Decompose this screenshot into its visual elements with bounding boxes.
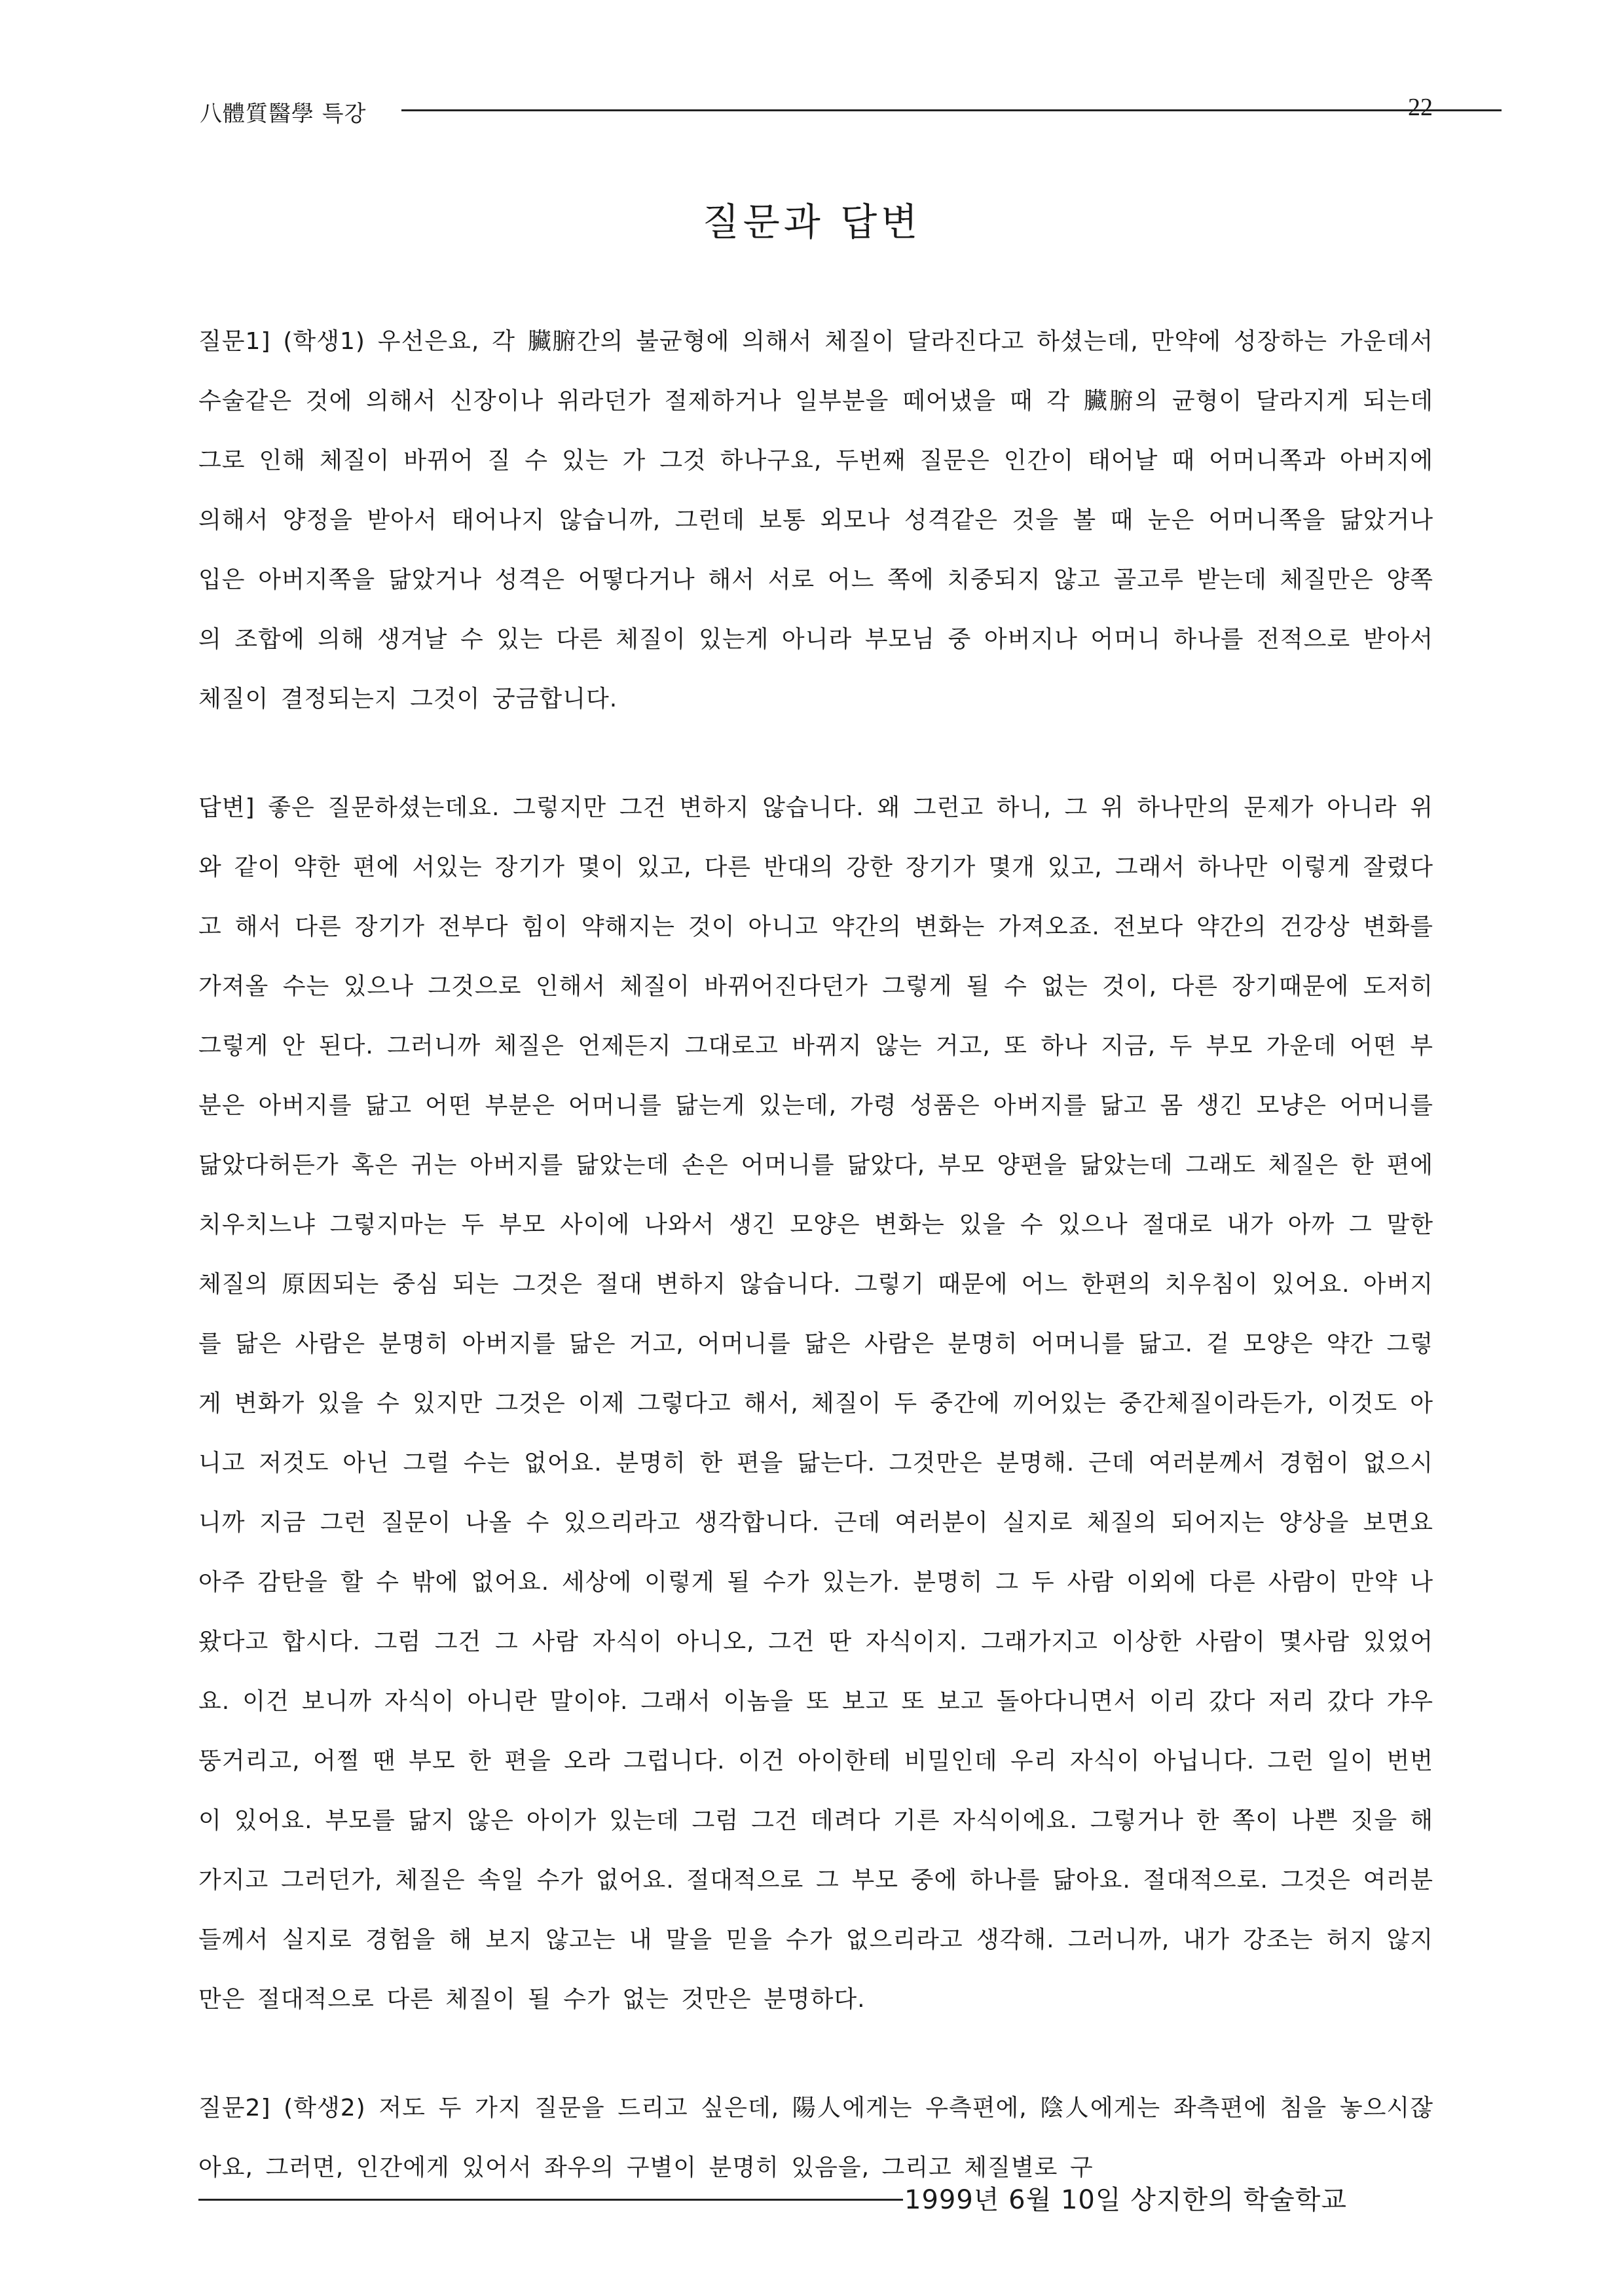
running-footer [198,2174,1433,2220]
body-text [198,312,1433,2247]
question-1-paragraph: 질문1] (학생1) 우선은요, 각 臟腑간의 불균형에 의해서 체질이 달라진다고 하셨는데, 만약에 성장하는 가운데서 수술같은 것에 의해서 신장이나 위라던가 절제하거나 일부분을 떼어냈을 때 각 臟腑의 균형이 달라지게 되는데 그로 인해 체질이 바뀌어 질 수 있는 가 그것 하나구요, 두번째 질문은 인간이 태어날 때 어머니쪽과 아버지에 의해서 양정을 받아서 태어나지 않습니까, 그런데 보통 외모나 성격같은 것을 볼 때 눈은 어머니쪽을 닮았거나 입은 아버지쪽을 닮았거나 성격은 어떻다거나 해서 서로 어느 쪽에 치중되지 않고 골고루 받는데 체질만은 양쪽의 조합에 의해 생겨날 수 있는 다른 체질이 있는게 아니라 부모님 중 아버지나 어머니 하나를 전적으로 받아서 체질이 결정되는지 그것이 궁금합니다. [198,328,1433,712]
header-rule [401,109,1502,111]
page-number: 22 [1408,94,1433,121]
answer-paragraph: 답변] 좋은 질문하셨는데요. 그렇지만 그건 변하지 않습니다. 왜 그런고 하니, 그 위 하나만의 문제가 아니라 위와 같이 약한 편에 서있는 장기가 몇이 있고, 다른 반대의 강한 장기가 몇개 있고, 그래서 하나만 이렇게 잘렸다고 해서 다른 장기가 전부다 힘이 약해지는 것이 아니고 약간의 변화는 가져오죠. 전보다 약간의 건강상 변화를 가져올 수는 있으나 그것으로 인해서 체질이 바뀌어진다던가 그렇게 될 수 없는 것이, 다른 장기때문에 도저히 그렇게 안 된다. 그러니까 체질은 언제든지 그대로고 바뀌지 않는 거고, 또 하나 지금, 두 부모 가운데 어떤 부분은 아버지를 닮고 어떤 부분은 어머니를 닮는게 있는데, 가령 성품은 아버지를 닮고 몸 생긴 모냥은 어머니를 닮았다허든가 혹은 귀는 아버지를 닮았는데 손은 어머니를 닮았다, 부모 양편을 닮았는데 그래도 체질은 한 편에 치우치느냐 그렇지마는 두 부모 사이에 나와서 생긴 모양은 변화는 있을 수 있으나 절대로 내가 아까 그 말한 체질의 原因되는 중심 되는 그것은 절대 변하지 않습니다. 그렇기 때문에 어느 한편의 치우침이 있어요. 아버지를 닮은 사람은 분명히 아버지를 닮은 거고, 어머니를 닮은 사람은 분명히 어머니를 닮고. 겉 모양은 약간 그렇게 변화가 있을 수 있지만 그것은 이제 그렇다고 해서, 체질이 두 중간에 끼어있는 중간체질이라든가, 이것도 아니고 저것도 아닌 그럴 수는 없어요. 분명히 한 편을 닮는다. 그것만은 분명해. 근데 여러분께서 경험이 없으시니까 지금 그런 질문이 나올 수 있으리라고 생각합니다. 근데 여러분이 실지로 체질의 되어지는 양상을 보면요 아주 감탄을 할 수 밖에 없어요. 세상에 이렇게 될 수가 있는가. 분명히 그 두 사람 이외에 다른 사람이 만약 나왔다고 합시다. 그럼 그건 그 사람 자식이 아니오, 그건 딴 자식이지. 그래가지고 이상한 사람이 몇사람 있었어요. 이건 보니까 자식이 아니란 말이야. 그래서 이놈을 또 보고 또 보고 돌아다니면서 이리 갔다 저리 갔다 갸우뚱거리고, 어쩔 땐 부모 한 편을 오라 그럽니다. 이건 아이한테 비밀인데 우리 자식이 아닙니다. 그런 일이 번번이 있어요. 부모를 닮지 않은 아이가 있는데 그럼 그건 데려다 기른 자식이에요. 그렇거나 한 쪽이 나쁜 짓을 해 가지고 그러던가, 체질은 속일 수가 없어요. 절대적으로 그 부모 중에 하나를 닮아요. 절대적으로. 그것은 여러분들께서 실지로 경험을 해 보지 않고는 내 말을 믿을 수가 없으리라고 생각해. 그러니까, 내가 강조는 허지 않지만은 절대적으로 다른 체질이 될 수가 없는 것만은 분명하다. [198,794,1433,2013]
running-header [200,92,1444,131]
footer-rule [198,2199,903,2201]
question-2-paragraph: 질문2] (학생2) 저도 두 가지 질문을 드리고 싶은데, 陽人에게는 우측편에, 陰人에게는 좌측편에 침을 놓으시잖아요, 그러면, 인간에게 있어서 좌우의 구별이 분명히 있음을, 그리고 체질별로 구 [198,2095,1433,2181]
header-title: 八體質醫學 특강 [200,101,367,127]
footer-text: 1999년 6월 10일 상지한의 학술학교 [904,2185,1348,2215]
page-title: 질문과 답변 [702,200,922,244]
